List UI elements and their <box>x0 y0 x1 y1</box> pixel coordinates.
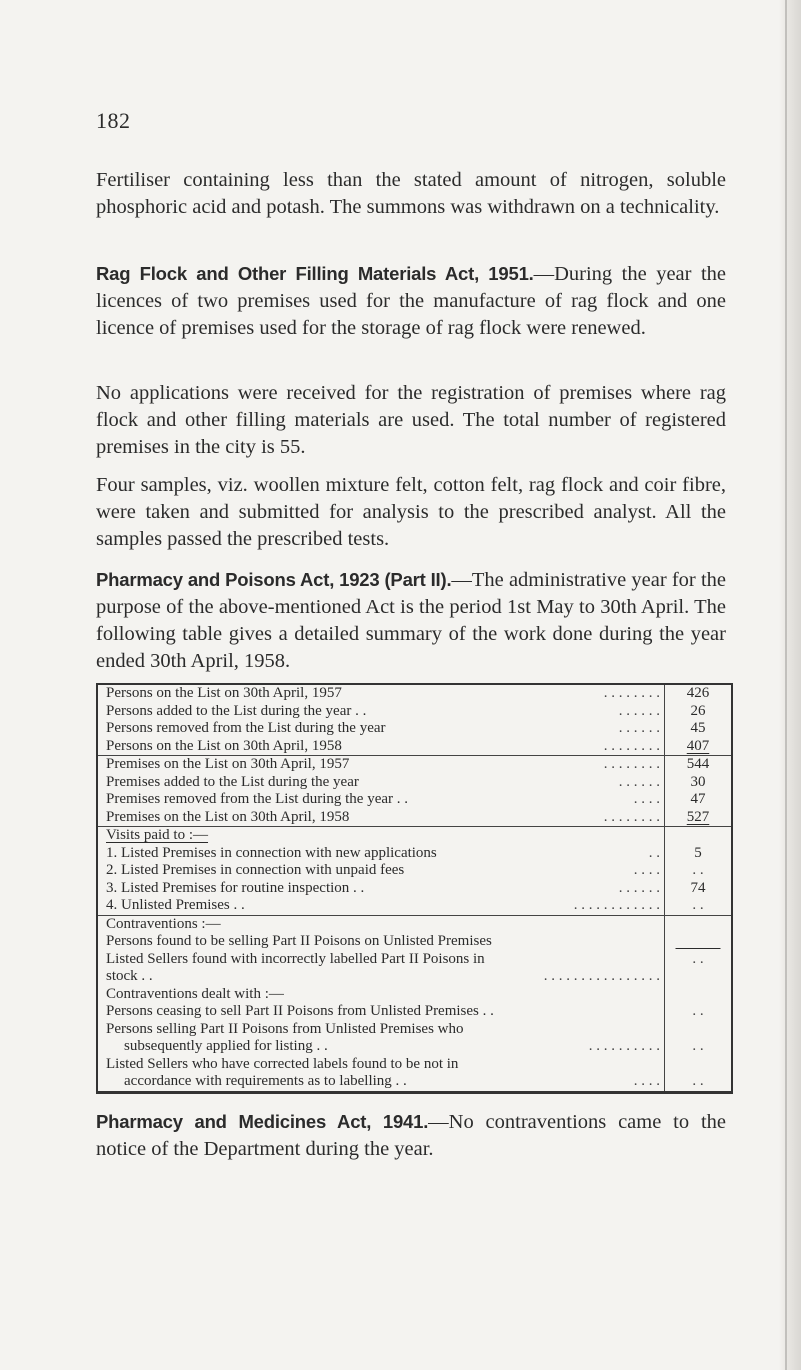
summary-table <box>96 683 733 1094</box>
row-label: Listed Sellers found with incorrectly labelled Part II Poisons in <box>106 950 485 967</box>
paragraph-fertiliser: Fertiliser containing less than the stated amount of nitrogen, soluble phosphoric acid and potash. The summons was withdrawn on a technicality. <box>96 169 726 218</box>
pharmacy-poisons-body: —The administrative year for the purpose of the above-mentioned Act is the period 1st May to 30th April. The following table gives a detailed summary of the work done during the year ended 30th April, 1958. <box>96 569 726 672</box>
row-value: 426 <box>665 684 733 703</box>
row-label: Persons added to the List during the year . . <box>106 702 367 719</box>
row-label: Persons on the List on 30th April, 1958 <box>106 737 342 754</box>
leader-dots: . . . . <box>633 1073 660 1089</box>
row-label: Listed Sellers who have corrected labels found to be not in <box>106 1055 459 1072</box>
row-label-continued-text: subsequently applied for listing . . <box>124 1038 328 1054</box>
table-row <box>97 862 732 880</box>
row-label: 4. Unlisted Premises . . <box>106 897 245 913</box>
page-edge-line <box>785 0 787 1370</box>
row-label: Premises on the List on 30th April, 1957 <box>106 756 350 772</box>
row-value-total: 407 <box>686 737 710 754</box>
row-label-continued-text: accordance with requirements as to labelling . . <box>124 1073 407 1089</box>
row-value: . . <box>665 862 733 880</box>
row-label: Premises removed from the List during the year . . <box>106 791 409 807</box>
row-value: 544 <box>665 756 733 774</box>
leader-dots: . . <box>648 844 660 861</box>
heading-pharmacy-medicines-act: Pharmacy and Medicines Act, 1941. <box>96 1111 429 1132</box>
leader-dots: . . . . . . . . <box>603 737 660 754</box>
row-value: . . <box>665 897 733 915</box>
table-row <box>97 720 732 738</box>
table-row <box>97 915 732 933</box>
row-label: Persons found to be selling Part II Poisons on Unlisted Premises <box>106 933 492 949</box>
row-value-total: 527 <box>686 808 710 825</box>
row-value: 45 <box>665 720 733 738</box>
heading-pharmacy-poisons-act: Pharmacy and Poisons Act, 1923 (Part II). <box>96 569 452 590</box>
row-label: 2. Listed Premises in connection with unpaid fees <box>106 862 405 878</box>
row-value: 47 <box>665 791 733 809</box>
table-row <box>97 1056 732 1093</box>
table-row <box>97 791 732 809</box>
row-label: Premises added to the List during the year <box>106 773 359 790</box>
row-label: Premises on the List on 30th April, 1958 <box>106 808 350 825</box>
page-number: 182 <box>96 108 131 133</box>
paragraph-registration: No applications were received for the registration of premises where rag flock and other filling materials are used. The total number of registered premises in the city is 55. <box>96 382 726 458</box>
row-value: 30 <box>665 774 733 792</box>
row-value: . . <box>665 1003 733 1021</box>
row-value: . . <box>692 1038 704 1054</box>
pharmacy-medicines-body: —No contraventions came to the notice of the Department during the year. <box>96 1111 726 1160</box>
table-row <box>97 774 732 792</box>
paragraph-pharmacy-poisons <box>96 566 726 675</box>
leader-dots: . . . . . . . . <box>603 685 660 701</box>
leader-dots: . . . . . . . . . . <box>588 1038 660 1054</box>
heading-rag-flock-act: Rag Flock and Other Filling Materials Act, 1951. <box>96 263 534 284</box>
table-row <box>97 684 732 703</box>
row-value: 74 <box>665 880 733 898</box>
table-row <box>97 897 732 915</box>
leader-dots: . . . . <box>633 791 660 807</box>
table-row <box>97 1021 732 1056</box>
paragraph-samples: Four samples, viz. woollen mixture felt, cotton felt, rag flock and coir fibre, were taken and submitted for analysis to the prescribed analyst. All the samples passed the prescribed tests. <box>96 474 726 550</box>
table-row <box>97 703 732 721</box>
table-row <box>97 951 732 986</box>
row-value: 5 <box>665 845 733 863</box>
row-label: 1. Listed Premises in connection with new applications <box>106 844 437 861</box>
paragraph-rag-flock <box>96 260 726 342</box>
table-row <box>97 809 732 827</box>
table-row <box>97 827 732 845</box>
row-value: . . <box>692 1073 704 1089</box>
table-row <box>97 756 732 774</box>
table-row <box>97 986 732 1004</box>
row-label-continued <box>106 1073 660 1091</box>
leader-dots: . . . . . . . . <box>603 756 660 772</box>
row-label: 3. Listed Premises for routine inspection . . <box>106 879 365 896</box>
leader-dots: . . . . . . . . <box>603 808 660 825</box>
leader-dots: . . . . . . <box>618 720 660 736</box>
paragraph-pharmacy-medicines <box>96 1108 726 1163</box>
row-label: Persons removed from the List during the year <box>106 720 386 736</box>
row-value-blank <box>676 933 721 951</box>
leader-dots: . . . . . . <box>618 702 660 719</box>
leader-dots: . . . . . . . . . . . . <box>573 897 660 913</box>
section-heading-contraventions: Contraventions :— <box>106 915 221 932</box>
row-value: 26 <box>665 703 733 721</box>
leader-dots: . . . . . . <box>618 773 660 790</box>
row-label: Persons selling Part II Poisons from Unlisted Premises who <box>106 1020 464 1037</box>
row-label: Persons on the List on 30th April, 1957 <box>106 685 342 701</box>
page-edge-shadow <box>779 0 801 1370</box>
table-row <box>97 738 732 756</box>
row-label-continued <box>106 1038 660 1056</box>
row-label: Persons ceasing to sell Part II Poisons from Unlisted Premises . . <box>106 1003 494 1019</box>
row-value: . . <box>665 951 733 986</box>
section-heading-visits: Visits paid to :— <box>106 827 209 843</box>
table-row <box>97 845 732 863</box>
section-heading-contraventions-dealt: Contraventions dealt with :— <box>106 985 284 1002</box>
leader-dots: . . . . . . <box>618 879 660 896</box>
leader-dots: . . . . <box>633 862 660 878</box>
rag-flock-body: —During the year the licences of two premises used for the manufacture of rag flock and one licence of premises used for the storage of rag flock were renewed. <box>96 263 726 339</box>
table-row <box>97 880 732 898</box>
row-label-continued: stock . . <box>106 968 153 984</box>
table-row <box>97 1003 732 1021</box>
table-row <box>97 933 732 951</box>
leader-dots: . . . . . . . . . . . . . . . . <box>543 968 660 984</box>
